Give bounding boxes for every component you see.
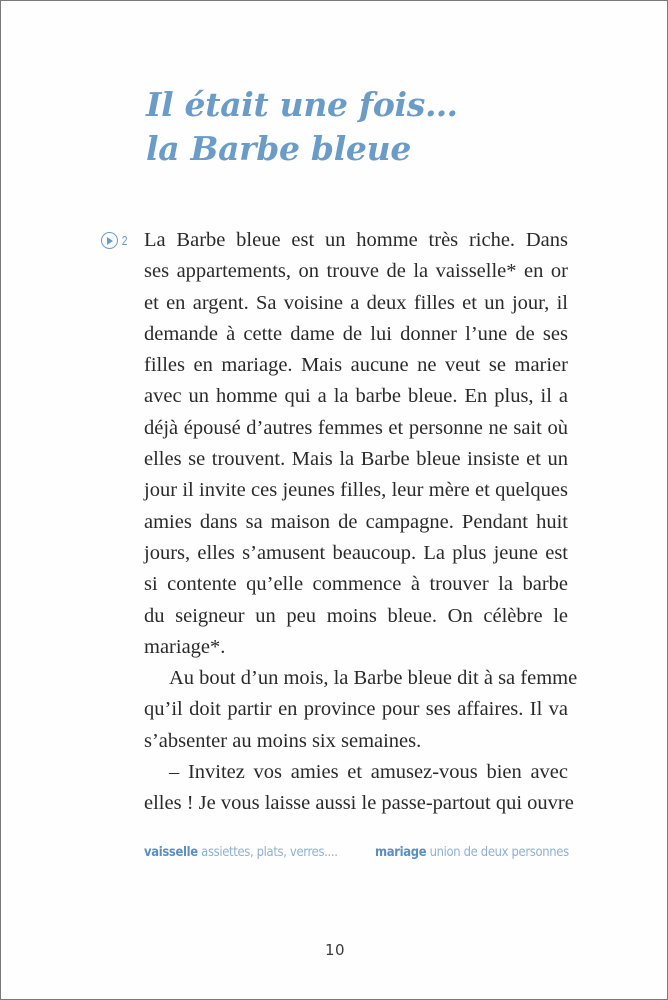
- text-line: – Invitez vos amies et amusez-vous bien avec: [169, 761, 568, 784]
- text-line: déjà épousé d’autres femmes et personne ne sait où: [144, 416, 568, 439]
- glossary-term: vaisselle: [144, 844, 198, 860]
- audio-track-number: 2: [121, 233, 128, 248]
- text-line: amies dans sa maison de campagne. Pendant huit: [144, 510, 568, 533]
- text-line: demande à cette dame de lui donner l’une de ses: [144, 322, 568, 345]
- glossary-definition: assiettes, plats, verres....: [201, 844, 338, 860]
- text-line: La Barbe bleue est un homme très riche. Dans: [144, 229, 568, 251]
- story-text: [144, 225, 578, 820]
- text-line: jour il invite ces jeunes filles, leur mère et quelques: [144, 479, 568, 502]
- text-line: Au bout d’un mois, la Barbe bleue dit à sa femme: [169, 667, 578, 690]
- play-circle-icon[interactable]: [101, 232, 118, 249]
- text-line: mariage*.: [144, 635, 226, 658]
- chapter-title-line-1: Il était une fois…: [146, 85, 458, 124]
- text-line: ses appartements, on trouve de la vaisselle* en or: [144, 260, 568, 283]
- text-line: filles en mariage. Mais aucune ne veut se marier: [144, 354, 568, 377]
- text-line: elles se trouvent. Mais la Barbe bleue insiste et un: [144, 448, 568, 471]
- text-line: du seigneur un peu moins bleue. On célèbre le: [144, 604, 568, 627]
- glossary-term: mariage: [375, 844, 427, 860]
- page-number: 10: [324, 941, 346, 959]
- text-line: qu’il doit partir en province pour ses affaires. Il va: [144, 698, 568, 721]
- text-line: avec un homme qui a la barbe bleue. En plus, il a: [144, 385, 568, 408]
- text-line: s’absenter au moins six semaines.: [144, 729, 422, 752]
- glossary-entry-mariage: [375, 844, 569, 860]
- text-line: si contente qu’elle commence à trouver la barbe: [144, 573, 568, 596]
- glossary-entry-vaisselle: [144, 844, 338, 860]
- chapter-title: [146, 83, 458, 171]
- audio-track-marker[interactable]: [101, 232, 128, 249]
- chapter-title-line-2: la Barbe bleue: [146, 129, 412, 168]
- glossary-definition: union de deux personnes: [429, 844, 569, 860]
- text-line: elles ! Je vous laisse aussi le passe-partout qui ouvre: [144, 792, 574, 815]
- text-line: et en argent. Sa voisine a deux filles et un jour, il: [144, 291, 568, 314]
- text-line: jours, elles s’amusent beaucoup. La plus jeune est: [144, 541, 568, 564]
